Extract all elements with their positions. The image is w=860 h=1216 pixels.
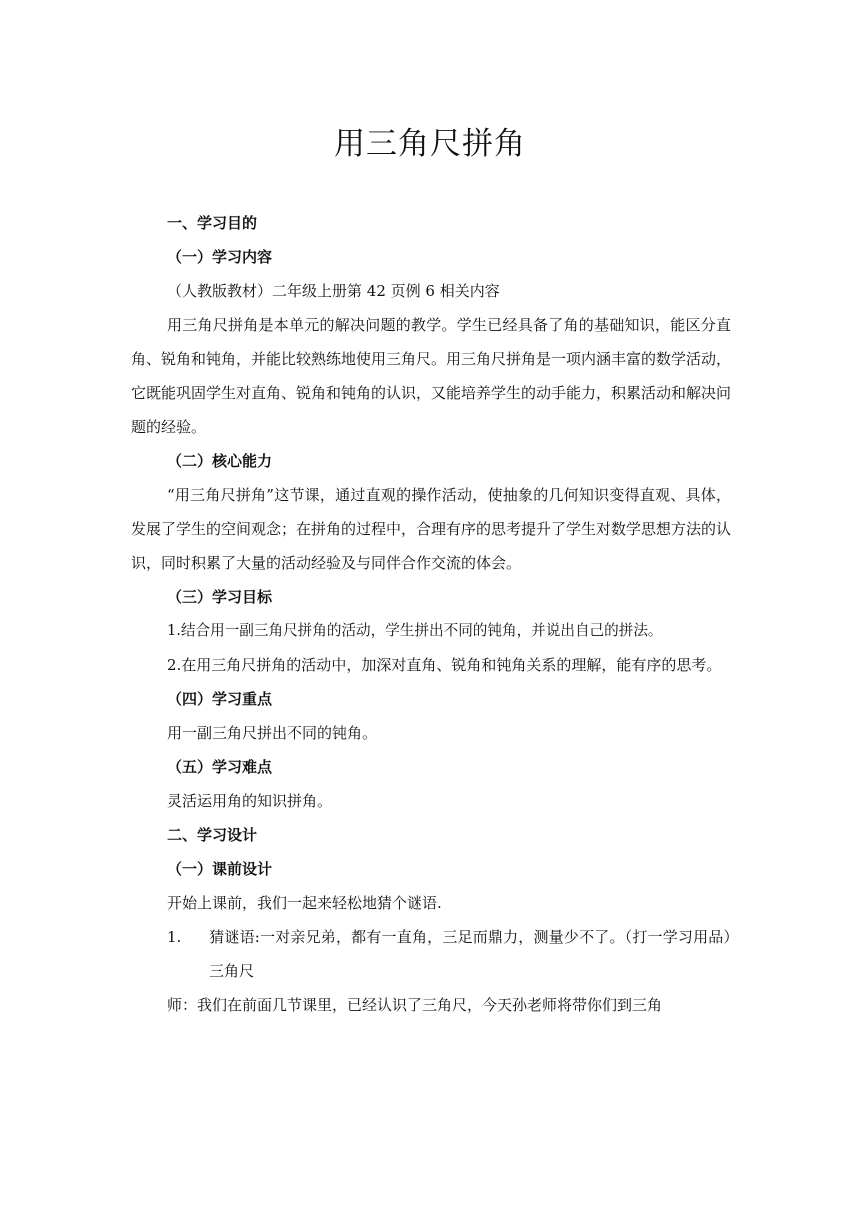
subheading-learning-goals: （三）学习目标 (167, 588, 273, 606)
subheading-pre-class-design: （一）课前设计 (167, 860, 273, 878)
core-ability-paragraph: “用三角尺拼角”这节课，通过直观的操作活动，使抽象的几何知识变得直观、具体，发展了学生的空间观念；在拼角的过程中，合理有序的思考提升了学生对数学思想方法的认识，同时积累了大量的活动经验及与同伴合作交流的体会。 (131, 486, 732, 572)
subheading-difficult-points: （五）学习难点 (167, 758, 273, 776)
learning-content-paragraph: 用三角尺拼角是本单元的解决问题的教学。学生已经具备了角的基础知识，能区分直角、锐角和钝角，并能比较熟练地使用三角尺。用三角尺拼角是一项内涵丰富的数学活动，它既能巩固学生对直角、锐角和钝角的认识，又能培养学生的动手能力，积累活动和解决问题的经验。 (131, 316, 732, 436)
section-heading-learning-design: 二、学习设计 (167, 826, 258, 844)
riddle-number: 1. (167, 928, 182, 946)
key-points-paragraph: 用一副三角尺拼出不同的钝角。 (167, 724, 378, 742)
document-title: 用三角尺拼角 (334, 126, 526, 162)
riddle-text: 猜谜语:一对亲兄弟，都有一直角，三足而鼎力，测量少不了。（打一学习用品）三角尺 (209, 928, 731, 980)
textbook-source-line: （人教版教材）二年级上册第 42 页例 6 相关内容 (167, 282, 500, 300)
section-heading-learning-purpose: 一、学习目的 (167, 214, 258, 232)
document-body (131, 206, 731, 1022)
riddle-list-item (131, 920, 731, 988)
learning-goal-1: 1.结合用一副三角尺拼角的活动，学生拼出不同的钝角，并说出自己的拼法。 (167, 622, 663, 639)
teacher-paragraph: 师：我们在前面几节课里，已经认识了三角尺，今天孙老师将带你们到三角 (167, 996, 663, 1014)
difficult-points-paragraph: 灵活运用角的知识拼角。 (167, 792, 333, 810)
subheading-core-ability: （二）核心能力 (167, 452, 273, 470)
subheading-learning-content: （一）学习内容 (167, 248, 273, 266)
pre-class-intro: 开始上课前，我们一起来轻松地猜个谜语. (167, 894, 442, 912)
learning-goal-2: 2.在用三角尺拼角的活动中，加深对直角、锐角和钝角关系的理解，能有序的思考。 (167, 656, 722, 674)
subheading-key-points: （四）学习重点 (167, 690, 273, 708)
